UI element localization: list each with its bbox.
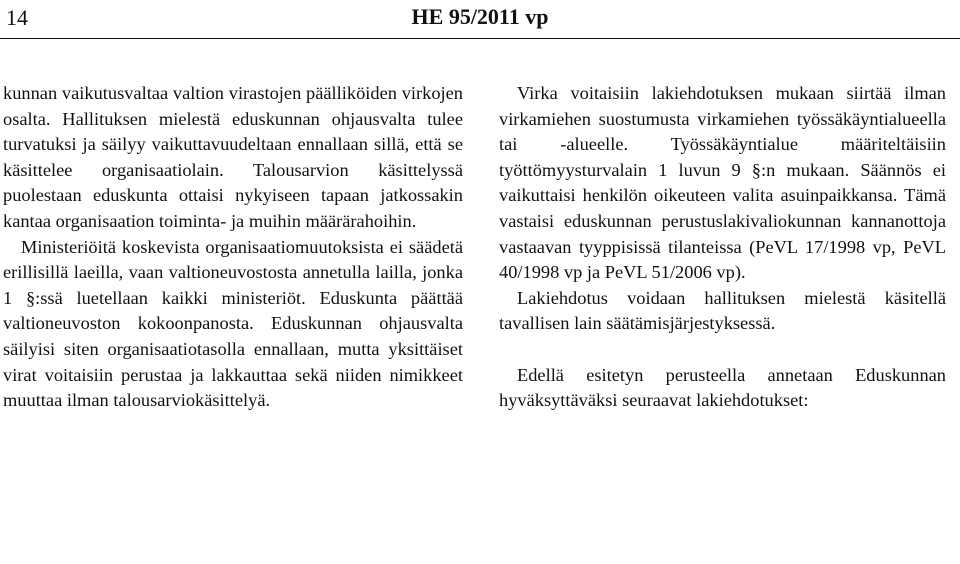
page-number: 14 (6, 5, 28, 30)
document-identifier: HE 95/2011 vp (411, 4, 549, 29)
left-text-column (3, 81, 463, 414)
right-text-column (499, 81, 946, 414)
paragraph-spacer (499, 337, 946, 363)
paragraph: Virka voitaisiin lakiehdotuksen mukaan siirtää ilman virkamiehen suostumusta virkamiehen työssäkäyntialueella tai -alueelle. Työssäkäyntialue määriteltäisiin työttömyysturvalain 1 luvun 9 §:n mukaan. Säännös ei vaikuttaisi henkilön oikeuteen valita asuinpaikkansa. Tämä vastaisi eduskunnan perustuslakivaliokunnan kannanottoja vastaavan tyyppisissä tilanteissa (PeVL 17/1998 vp, PeVL 40/1998 vp ja PeVL 51/2006 vp). (499, 83, 946, 283)
paragraph: Edellä esitetyn perusteella annetaan Eduskunnan hyväksyttäväksi seuraavat lakiehdotukset: (499, 364, 946, 411)
paragraph: kunnan vaikutusvaltaa valtion virastojen päälliköiden virkojen osalta. Hallituksen mielestä eduskunnan ohjausvalta tulee turvatuksi ja säilyy vaikuttavuudeltaan ennallaan sillä, että se käsittelee organisaatiolain. Talousarvion käsittelyssä puolestaan eduskunta ottaisi nykyiseen tapaan jatkossakin kantaa organisaation toiminta- ja muihin määrärahoihin. (3, 83, 463, 231)
header-divider (0, 38, 960, 39)
page-header (0, 0, 960, 40)
paragraph: Lakiehdotus voidaan hallituksen mielestä käsitellä tavallisen lain säätämisjärjestyksessä. (499, 287, 946, 334)
paragraph: Ministeriöitä koskevista organisaatiomuutoksista ei säädetä erillisillä laeilla, vaan valtioneuvostosta annetulla lailla, jonka 1 §:ssä luetellaan kaikki ministeriöt. Eduskunta päättää valtioneuvoston kokoonpanosta. Eduskunnan ohjausvalta säilyisi siten organisaatiotasolla ennallaan, mutta yksittäiset virat voitaisiin perustaa ja lakkauttaa sekä niiden nimikkeet muuttaa ilman talousarviokäsittelyä. (3, 236, 463, 411)
